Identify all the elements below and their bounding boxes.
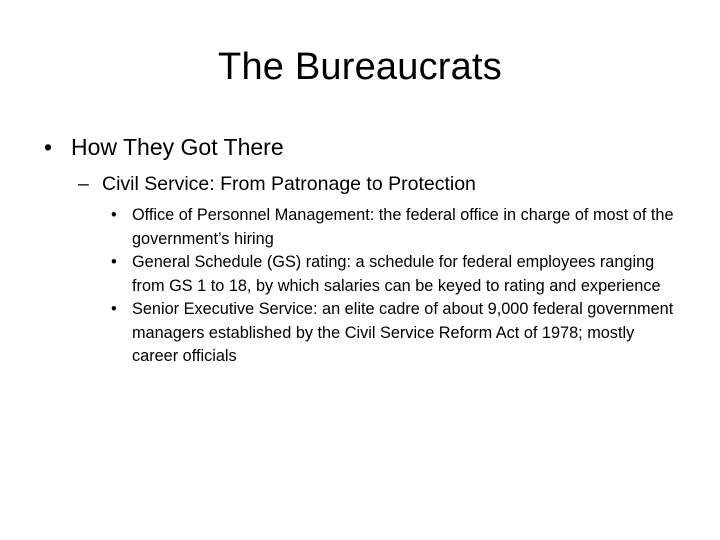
bullet-dot-icon: • bbox=[111, 206, 117, 224]
slide-title: The Bureaucrats bbox=[218, 46, 502, 88]
level1-text: How They Got There bbox=[71, 134, 284, 160]
list-item-text: General Schedule (GS) rating: a schedule for federal employees ranging from GS 1 to 18, by which salaries can be keyed to rating and experience bbox=[132, 253, 661, 295]
list-item-text: Senior Executive Service: an elite cadre of about 9,000 federal government managers established by the Civil Service Reform Act of 1978; mostly career officials bbox=[132, 300, 674, 365]
bullet-dot-icon: • bbox=[44, 134, 53, 160]
level3-bullet-list bbox=[111, 204, 681, 369]
list-item-text: Office of Personnel Management: the federal office in charge of most of the government’s hiring bbox=[132, 206, 674, 248]
level1-bullet-item bbox=[44, 131, 684, 163]
bullet-dash-icon: – bbox=[78, 173, 89, 195]
bullet-dot-icon: • bbox=[111, 253, 117, 271]
bullet-dot-icon: • bbox=[111, 300, 117, 318]
list-item bbox=[111, 251, 681, 298]
level2-bullet-item bbox=[78, 170, 698, 198]
list-item bbox=[111, 204, 681, 251]
list-item bbox=[111, 298, 681, 369]
level2-text: Civil Service: From Patronage to Protection bbox=[102, 173, 476, 195]
